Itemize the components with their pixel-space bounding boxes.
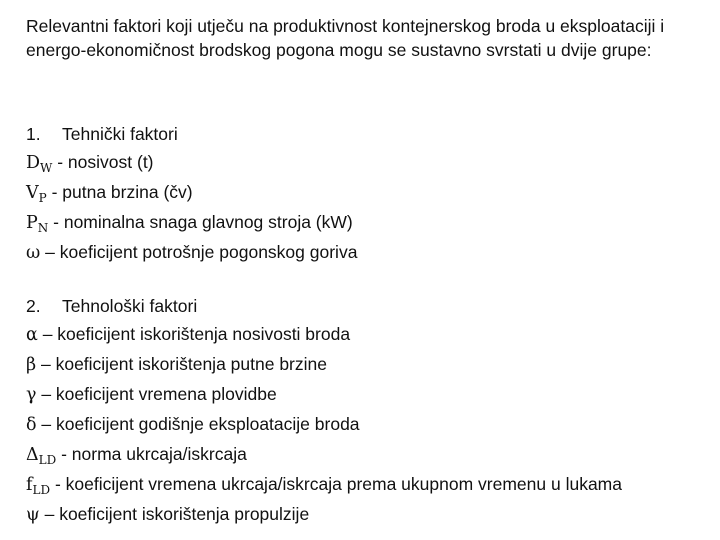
factor-subscript: W xyxy=(40,161,53,175)
factor-symbol: δ xyxy=(26,415,37,435)
factor-symbol: V xyxy=(26,183,39,203)
factor-item xyxy=(26,350,622,380)
group1-heading xyxy=(26,122,178,146)
factor-symbol: β xyxy=(26,355,37,375)
factor-description: - koeficijent vremena ukrcaja/iskrcaja prema ukupnom vremenu u lukama xyxy=(50,474,622,494)
group1-list xyxy=(26,148,357,268)
factor-description: - norma ukrcaja/iskrcaja xyxy=(56,444,247,464)
factor-description: – koeficijent iskorištenja putne brzine xyxy=(36,354,327,374)
intro-paragraph: Relevantni faktori koji utječu na produktivnost kontejnerskog broda u eksploataciji i energo-ekonomičnost brodskog pogona mogu se sustavno svrstati u dvije grupe: xyxy=(26,16,665,60)
group1-number: 1. xyxy=(26,124,41,144)
group1-title: Tehnički faktori xyxy=(62,124,178,144)
factor-description: - nosivost (t) xyxy=(52,152,154,172)
factor-symbol: D xyxy=(26,153,41,173)
factor-item xyxy=(26,208,357,238)
factor-description: – koeficijent godišnje eksploatacije broda xyxy=(36,414,360,434)
group2-title: Tehnološki faktori xyxy=(62,296,198,316)
factor-subscript: P xyxy=(38,191,47,205)
factor-symbol: ω xyxy=(26,243,41,263)
factor-symbol: Δ xyxy=(26,445,39,465)
factor-symbol: f xyxy=(26,475,33,495)
factor-item xyxy=(26,440,622,470)
factor-item xyxy=(26,410,622,440)
factor-symbol: P xyxy=(26,213,38,233)
factor-description: – koeficijent iskorištenja nosivosti broda xyxy=(37,324,351,344)
factor-description: - nominalna snaga glavnog stroja (kW) xyxy=(48,212,353,232)
factor-symbol: γ xyxy=(26,385,37,405)
factor-item xyxy=(26,470,622,500)
factor-item xyxy=(26,178,357,208)
factor-description: - putna brzina (čv) xyxy=(46,182,193,202)
factor-item xyxy=(26,148,357,178)
group2-heading xyxy=(26,294,197,318)
group2-number: 2. xyxy=(26,296,41,316)
factor-description: – koeficijent iskorištenja propulzije xyxy=(39,504,310,524)
factor-item xyxy=(26,320,622,350)
factor-description: – koeficijent potrošnje pogonskog goriva xyxy=(40,242,358,262)
factor-description: – koeficijent vremena plovidbe xyxy=(36,384,277,404)
factor-subscript: LD xyxy=(38,453,57,467)
factor-item xyxy=(26,380,622,410)
factor-subscript: N xyxy=(37,221,49,235)
factor-item xyxy=(26,500,622,530)
factor-subscript: LD xyxy=(32,483,51,497)
factor-item xyxy=(26,238,357,268)
group2-list xyxy=(26,320,622,530)
factor-symbol: α xyxy=(26,325,38,345)
factor-symbol: ψ xyxy=(26,505,40,525)
